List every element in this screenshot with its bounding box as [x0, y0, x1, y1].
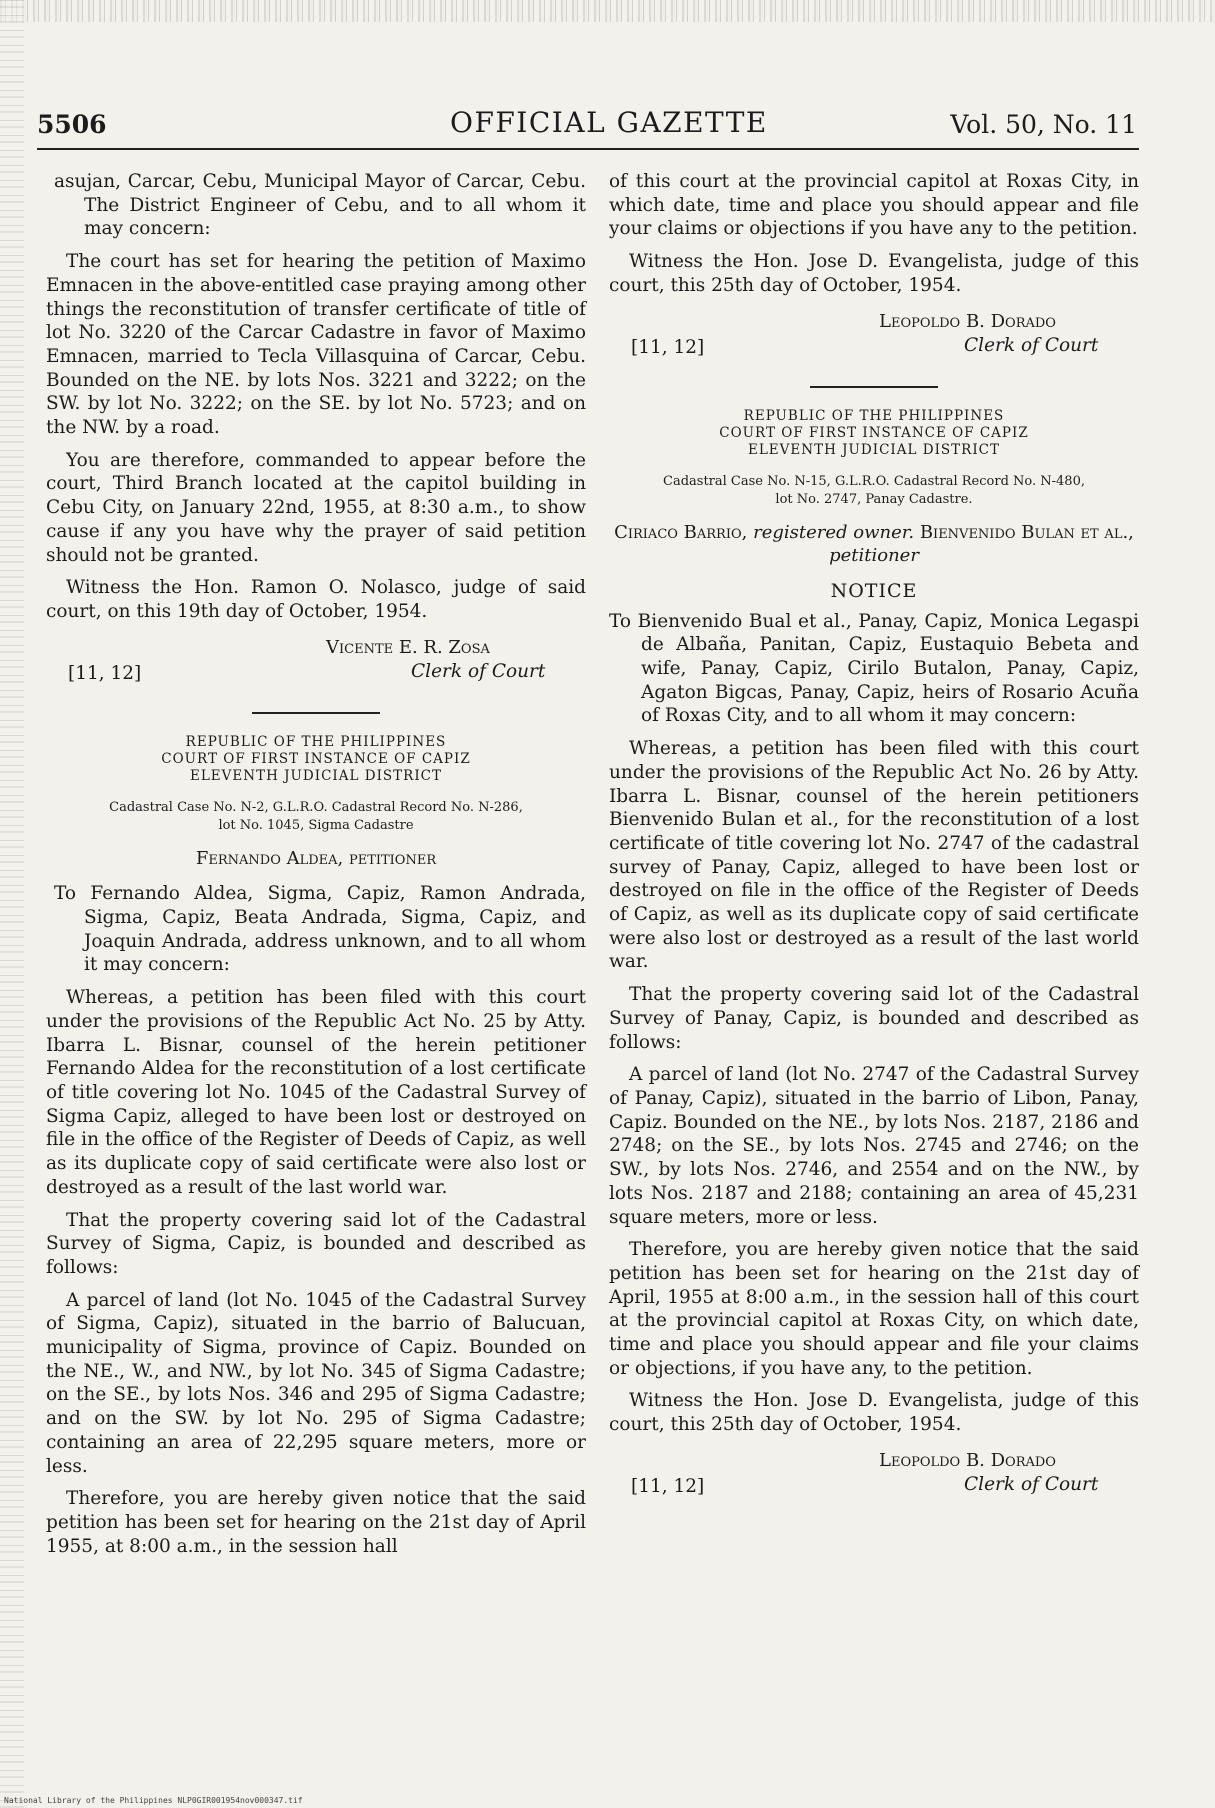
section-divider	[252, 712, 380, 714]
notice1-para: You are therefore, commanded to appear before the court, Third Branch located at the capitol building in Cebu City, on January 22nd, 1955, at 8:30 a.m., to show cause if any you have why the prayer of said petition should not be granted.	[46, 449, 586, 566]
case-caption-line: lot No. 1045, Sigma Cadastre	[218, 817, 414, 833]
signatory-title: Clerk of Court	[411, 660, 546, 682]
signatory-name: Leopoldo B. Dorado	[879, 1449, 1056, 1471]
notice-heading: NOTICE	[830, 579, 918, 602]
notice2-para: A parcel of land (lot No. 1045 of the Cadastral Survey of Sigma, Capiz), situated in the barrio of Balucuan, municipality of Sigma, province of Capiz. Bounded on the NE., W., and NW., by lot No. 345 of Sigma Cadastre; on the SE., by lots Nos. 346 and 295 of Sigma Cadastre; and on the SW. by lot No. 295 of Sigma Cadastre; containing an area of 22,295 square meters, more or less.	[46, 1289, 586, 1477]
case-caption-line: Cadastral Case No. N-2, G.L.R.O. Cadastral Record No. N-286,	[109, 799, 523, 815]
notice3-para: A parcel of land (lot No. 2747 of the Cadastral Survey of Panay, Capiz), situated in the barrio of Libon, Panay, Capiz. Bounded on the NE., by lots Nos. 2187, 2186 and 2748; on the SE., by lots Nos. 2745 and 2746; on the SW., by lots Nos. 2746, and 2554 and on the NW., by lots Nos. 2187 and 2188; containing an area of 45,231 square meters, more or less.	[609, 1064, 1139, 1228]
notice2-address: To Fernando Aldea, Sigma, Capiz, Ramon Andrada, Sigma, Capiz, Beata Andrada, Sigma, Capiz, and Joaquin Andrada, address unknown, and to all whom it may concern:	[54, 883, 586, 976]
header-rule	[37, 148, 1139, 150]
court-heading-line: REPUBLIC OF THE PHILIPPINES	[185, 733, 447, 750]
petitioner-name: Bienvenido Bulan et al.,	[919, 521, 1134, 543]
court-heading-line: ELEVENTH JUDICIAL DISTRICT	[747, 441, 1000, 458]
case-caption	[609, 473, 1139, 509]
court-heading	[46, 734, 586, 785]
court-heading	[609, 408, 1139, 459]
case-caption	[46, 799, 586, 835]
issue-reference: [11, 12]	[68, 662, 142, 684]
owner-role: registered owner.	[753, 521, 915, 543]
owner-name: Ciriaco Barrio,	[614, 521, 748, 543]
party-line	[609, 521, 1139, 568]
page-header	[37, 106, 1137, 148]
notice2-para-cont: of this court at the provincial capitol at Roxas City, in which date, time and place you should appear and file your claims or objections if you have any to the petition.	[609, 171, 1139, 240]
section-divider	[810, 386, 938, 388]
case-caption-line: lot No. 2747, Panay Cadastre.	[775, 491, 973, 507]
party-line	[46, 847, 586, 871]
notice1-address-cont: asujan, Carcar, Cebu, Municipal Mayor of Carcar, Cebu. The District Engineer of Cebu, and to all whom it may concern:	[54, 171, 586, 240]
petitioner-name: Fernando Aldea, petitioner	[195, 847, 437, 869]
issue-reference: [11, 12]	[631, 1475, 705, 1497]
court-heading-line: REPUBLIC OF THE PHILIPPINES	[743, 407, 1005, 424]
notice1-signature	[46, 636, 586, 688]
scan-edge-noise-top	[0, 0, 1215, 22]
scan-footer-note: National Library of the Philippines NLP0GIR001954nov000347.tif	[4, 1796, 303, 1805]
signatory-name: Leopoldo B. Dorado	[879, 310, 1056, 332]
left-column	[46, 170, 586, 1567]
volume-issue: Vol. 50, No. 11	[950, 110, 1137, 139]
petitioner-role: petitioner	[829, 545, 919, 567]
signatory-name: Vicente E. R. Zosa	[326, 636, 490, 658]
notice2-signature	[609, 310, 1139, 362]
court-heading-line: COURT OF FIRST INSTANCE OF CAPIZ	[161, 750, 471, 767]
issue-reference: [11, 12]	[631, 336, 705, 358]
notice2-para: Whereas, a petition has been filed with this court under the provisions of the Republic Act No. 25 by Atty. Ibarra L. Bisnar, counsel of the herein petitioner Fernando Aldea for the reconstitution of a lost certificate of title covering lot No. 1045 of the Cadastral Survey of Sigma Capiz, alleged to have been lost or destroyed on file in the office of the Register of Deeds of Capiz, as well as its duplicate copy of said certificate were also lost or destroyed as a result of the last world war.	[46, 987, 586, 1198]
signatory-title: Clerk of Court	[964, 334, 1099, 356]
notice1-witness: Witness the Hon. Ramon O. Nolasco, judge of said court, on this 19th day of October, 1954.	[46, 577, 586, 622]
notice3-para: That the property covering said lot of the Cadastral Survey of Panay, Capiz, is bounded and described as follows:	[609, 984, 1139, 1053]
notice2-para: That the property covering said lot of the Cadastral Survey of Sigma, Capiz, is bounded and described as follows:	[46, 1209, 586, 1278]
notice3-para: Therefore, you are hereby given notice that the said petition has been set for hearing on the 21st day of April, 1955 at 8:00 a.m., in the session hall of this court at the provincial capitol at Roxas City, on which date, time and place you should appear and file your claims or objections, if you have any, to the petition.	[609, 1239, 1139, 1379]
notice3-address: To Bienvenido Bual et al., Panay, Capiz, Monica Legaspi de Albaña, Panitan, Capiz, Eustaquio Bebeta and wife, Panay, Capiz, Cirilo Butalon, Panay, Capiz, Agaton Bigcas, Panay, Capiz, heirs of Rosario Acuña of Roxas City, and to all whom it may concern:	[609, 610, 1139, 727]
right-column	[609, 170, 1139, 1511]
scan-edge-noise-left	[0, 0, 24, 1808]
notice1-para: The court has set for hearing the petition of Maximo Emnacen in the above-entitled case praying among other things the reconstitution of transfer certificate of title of lot No. 3220 of the Carcar Cadastre in favor of Maximo Emnacen, married to Tecla Villasquina of Carcar, Cebu. Bounded on the NE. by lots Nos. 3221 and 3222; on the SW. by lot No. 3222; on the SE. by lot No. 5723; and on the NW. by a road.	[46, 251, 586, 439]
notice3-signature	[609, 1449, 1139, 1501]
publication-title: OFFICIAL GAZETTE	[450, 106, 768, 139]
signatory-title: Clerk of Court	[964, 1473, 1099, 1495]
notice3-witness: Witness the Hon. Jose D. Evangelista, judge of this court, this 25th day of October, 1954.	[609, 1390, 1139, 1436]
court-heading-line: ELEVENTH JUDICIAL DISTRICT	[189, 767, 442, 784]
court-heading-line: COURT OF FIRST INSTANCE OF CAPIZ	[719, 424, 1029, 441]
page-number: 5506	[37, 110, 107, 139]
case-caption-line: Cadastral Case No. N-15, G.L.R.O. Cadastral Record No. N-480,	[663, 473, 1085, 489]
notice2-para: Therefore, you are hereby given notice that the said petition has been set for hearing on the 21st day of April 1955, at 8:00 a.m., in the session hall	[46, 1488, 586, 1557]
notice3-para: Whereas, a petition has been filed with this court under the provisions of the Republic Act No. 26 by Atty. Ibarra L. Bisnar, counsel of the herein petitioners Bienvenido Bulan et al., for the reconstitution of a lost certificate of title covering lot No. 2747 of the cadastral survey of Panay, Capiz, alleged to have been lost or destroyed on file in the office of the Register of Deeds of Capiz, as well as its duplicate copy of said certificate were also lost or destroyed as a result of the last world war.	[609, 738, 1139, 973]
notice2-witness: Witness the Hon. Jose D. Evangelista, judge of this court, this 25th day of October, 1954.	[609, 251, 1139, 296]
